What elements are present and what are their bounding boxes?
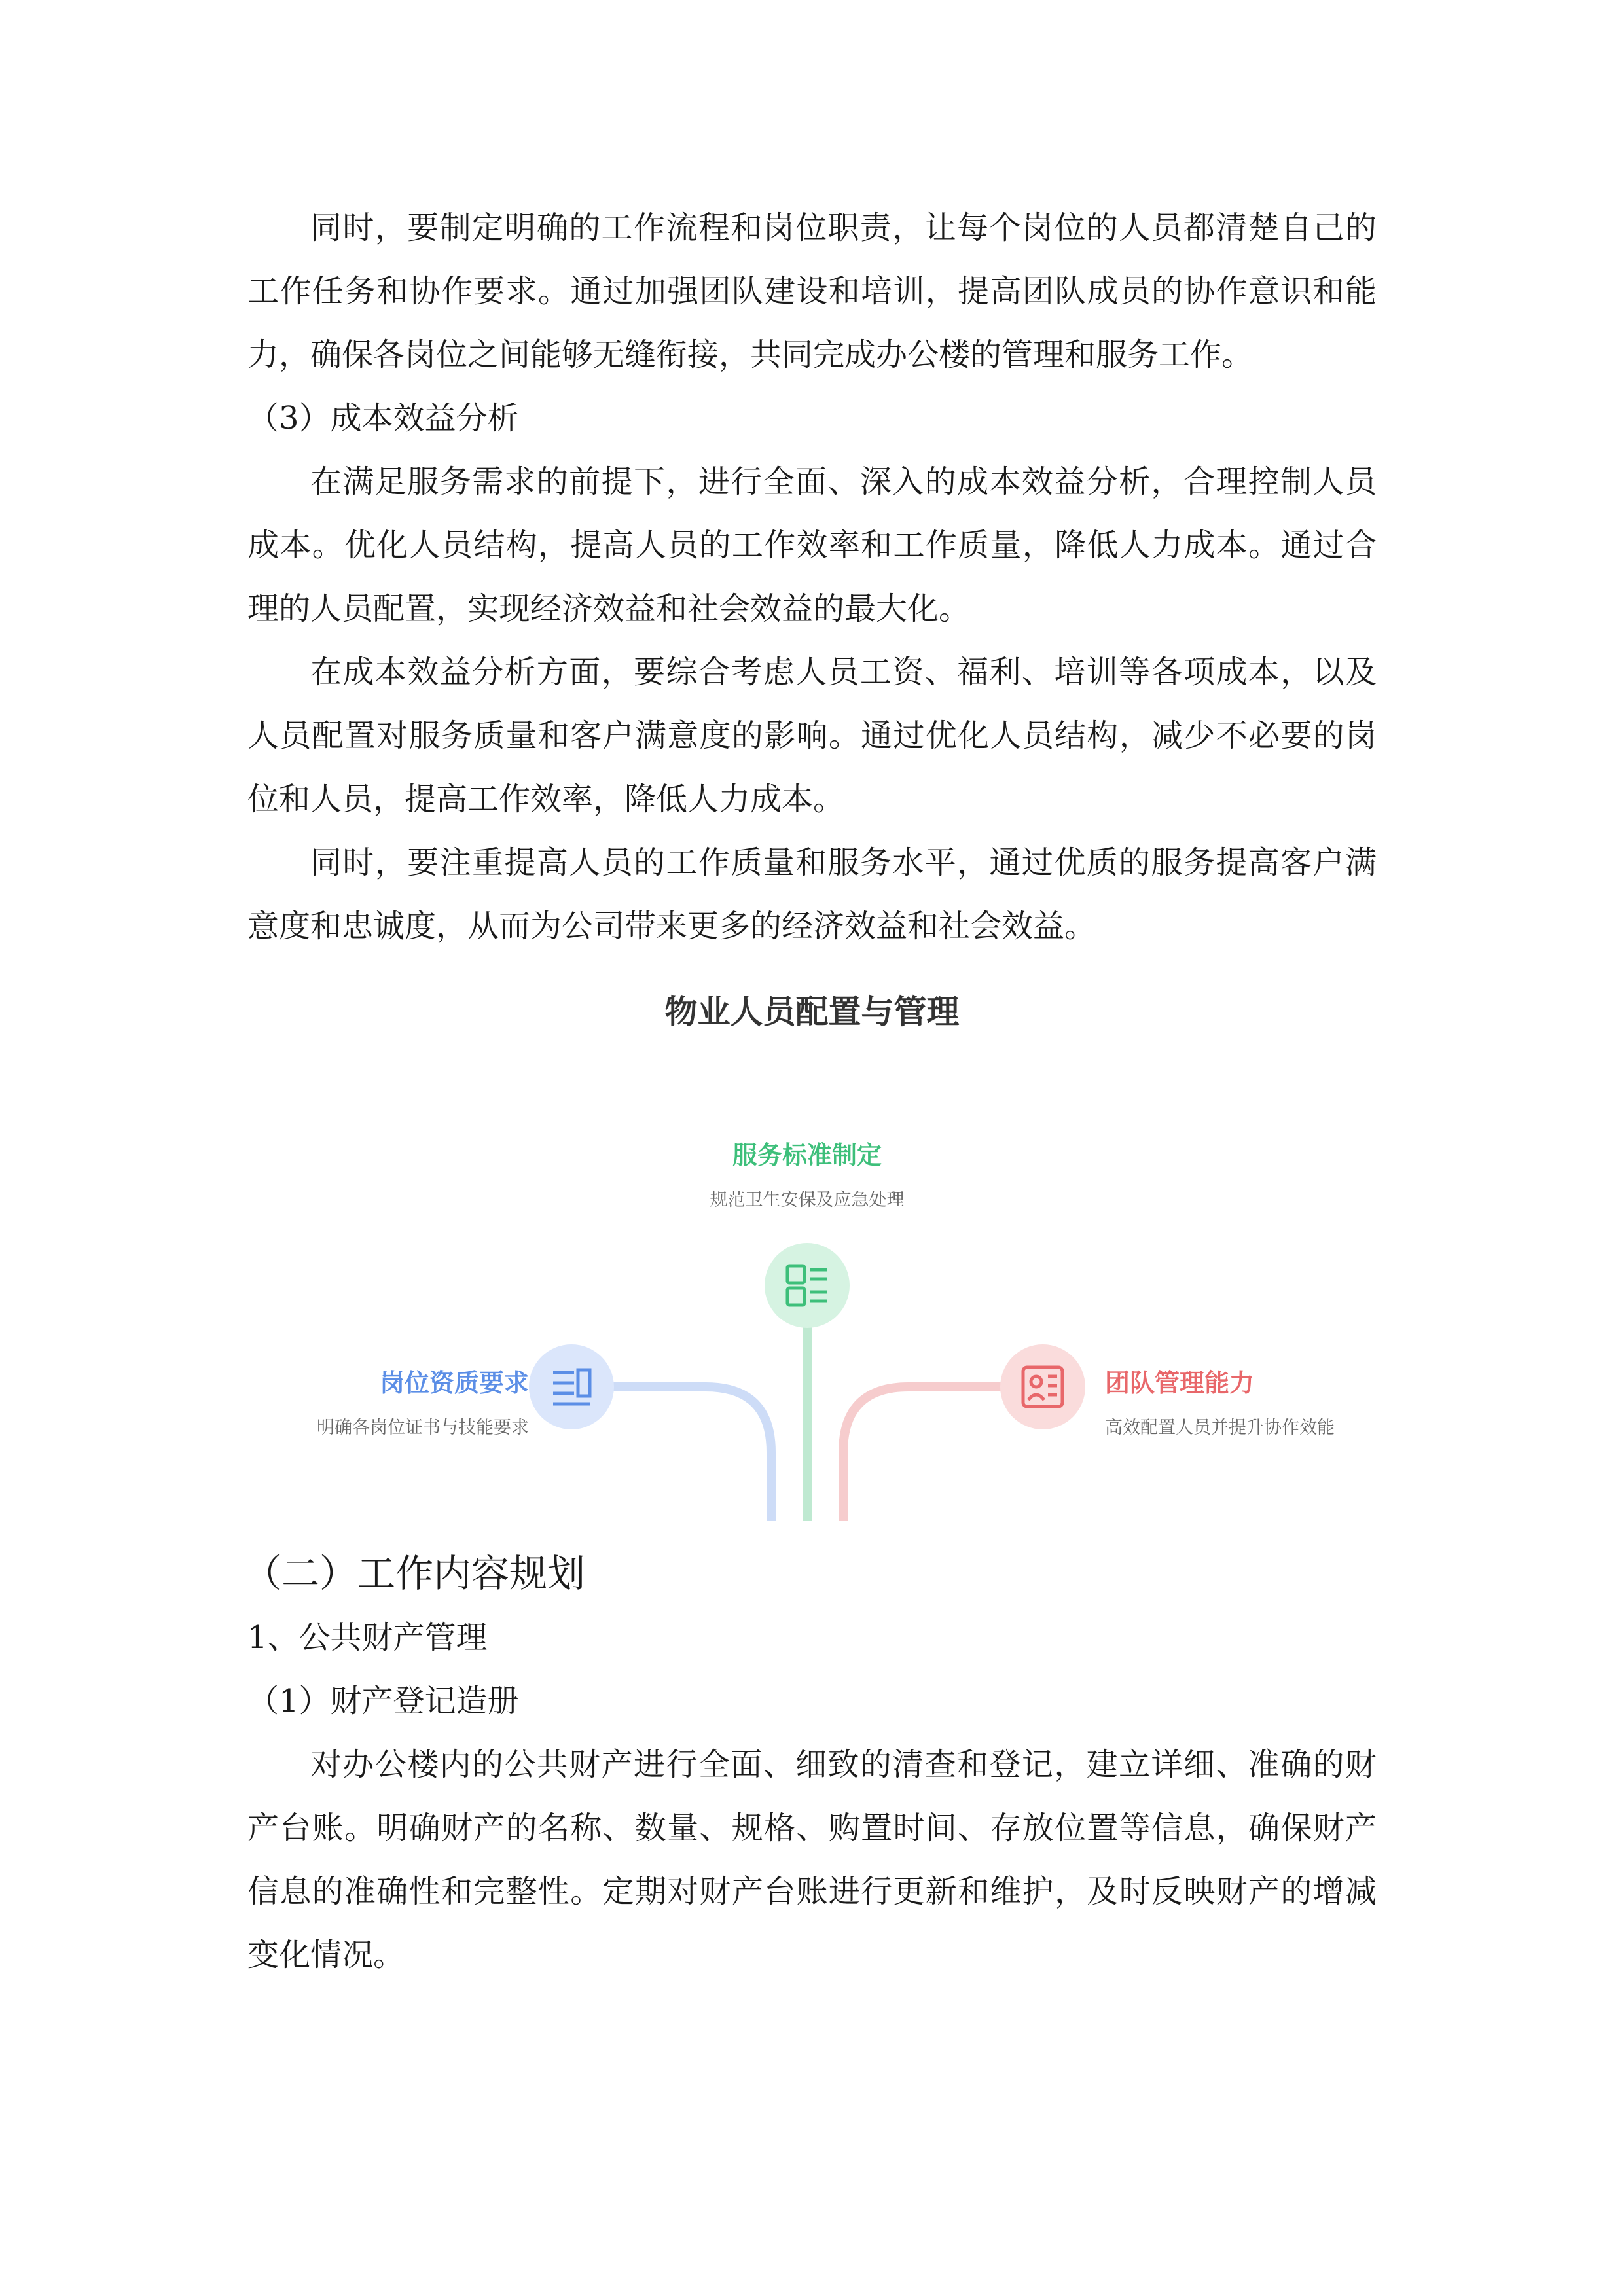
diagram-title: 物业人员配置与管理 xyxy=(664,993,960,1031)
center-node-desc: 规范卫生安保及应急处理 xyxy=(710,1190,905,1210)
staffing-diagram xyxy=(247,958,1377,1521)
right-node-desc: 高效配置人员并提升协作效能 xyxy=(1105,1418,1335,1438)
document-body xyxy=(244,196,1377,1987)
paragraph-property: 对办公楼内的公共财产进行全面、细致的清查和登记，建立详细、准确的财产台账。明确财产的名称、数量、规格、购置时间、存放位置等信息，确保财产信息的准确性和完整性。定期对财产台账进行更新和维护，及时反映财产的增减变化情况。 xyxy=(247,1746,1377,1973)
left-node-desc: 明确各岗位证书与技能要求 xyxy=(317,1418,529,1438)
paragraph-collaboration: 同时，要制定明确的工作流程和岗位职责，让每个岗位的人员都清楚自己的工作任务和协作要求。通过加强团队建设和培训，提高团队成员的协作意识和能力，确保各岗位之间能够无缝衔接，共同完成办公楼的管理和服务工作。 xyxy=(247,209,1377,373)
section-2-heading: （二）工作内容规划 xyxy=(244,1551,586,1596)
document-lines-icon xyxy=(529,1344,614,1429)
left-node-title: 岗位资质要求 xyxy=(379,1369,529,1397)
item-1-sub-title: （1）财产登记造册 xyxy=(247,1683,519,1719)
center-node-title: 服务标准制定 xyxy=(732,1141,882,1170)
section-3-title: （3）成本效益分析 xyxy=(247,400,519,437)
right-node-title: 团队管理能力 xyxy=(1105,1369,1255,1397)
right-connector xyxy=(843,1387,1000,1521)
paragraph-cost-1: 在满足服务需求的前提下，进行全面、深入的成本效益分析，合理控制人员成本。优化人员结构，提高人员的工作效率和工作质量，降低人力成本。通过合理的人员配置，实现经济效益和社会效益的最大化。 xyxy=(247,463,1377,627)
paragraph-cost-3: 同时，要注重提高人员的工作质量和服务水平，通过优质的服务提高客户满意度和忠诚度，从而为公司带来更多的经济效益和社会效益。 xyxy=(247,844,1377,944)
left-connector xyxy=(614,1387,771,1521)
team-board-icon xyxy=(1000,1344,1085,1429)
item-1-title: 1、公共财产管理 xyxy=(247,1619,488,1656)
paragraph-cost-2: 在成本效益分析方面，要综合考虑人员工资、福利、培训等各项成本，以及人员配置对服务质量和客户满意度的影响。通过优化人员结构，减少不必要的岗位和人员，提高工作效率，降低人力成本。 xyxy=(247,654,1377,817)
checklist-icon xyxy=(765,1243,850,1328)
